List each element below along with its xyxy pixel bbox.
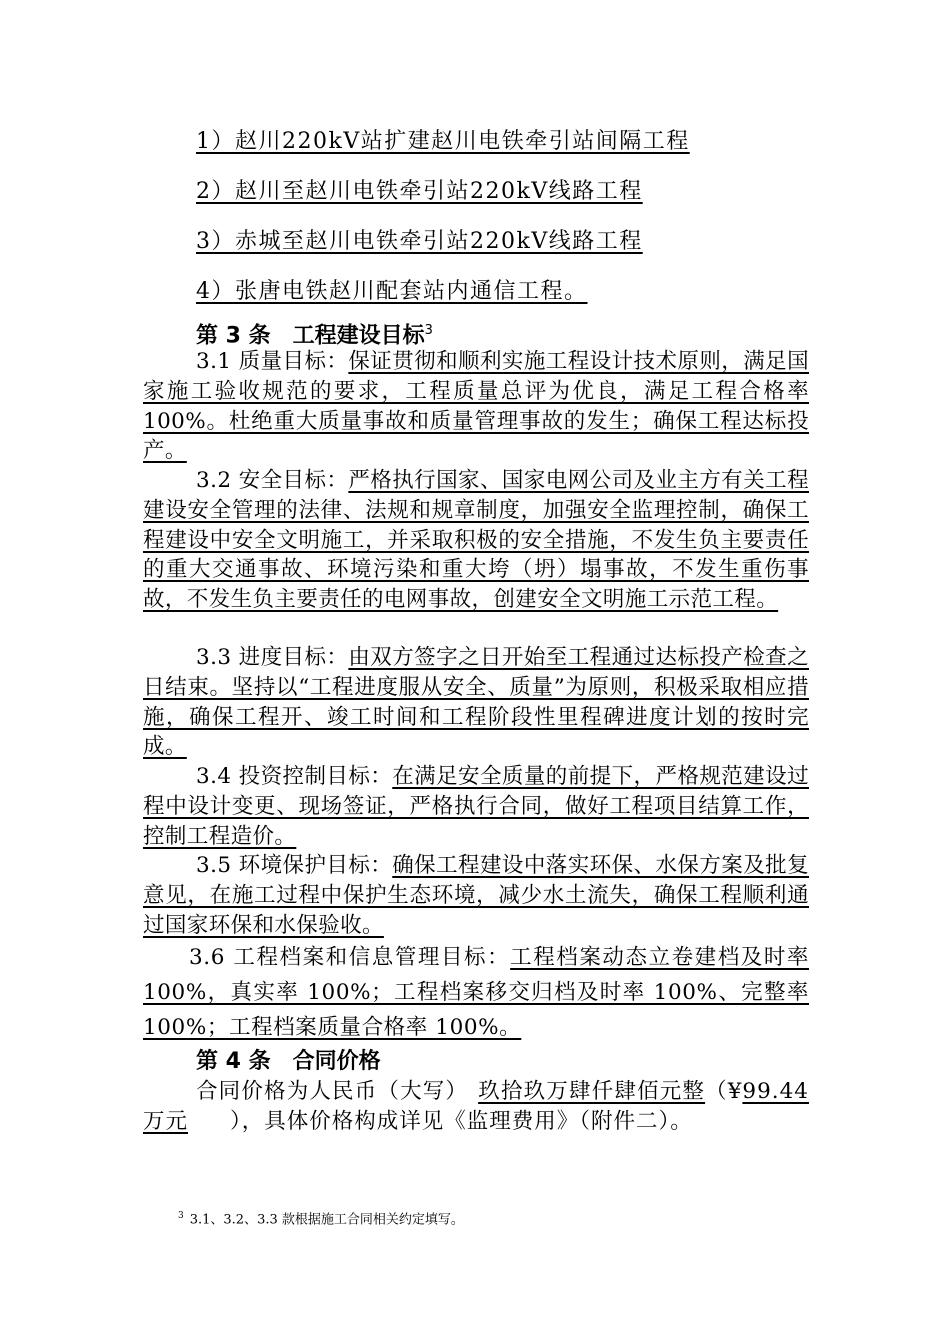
footnote <box>178 1207 464 1229</box>
footnote-mark: 3 <box>178 1211 184 1221</box>
archive-goal-paragraph <box>143 940 809 1045</box>
quality-goal-label: 3.1 质量目标： <box>196 349 349 374</box>
investment-goal-text: 在满足安全质量的前提下，严格规范建设过程中设计变更、现场签证，严格执行合同，做好工程项目结算工作，控制工程造价。 <box>143 764 809 849</box>
price-open: （¥ <box>705 1079 743 1104</box>
investment-goal-paragraph <box>143 762 809 851</box>
schedule-goal-text: 由双方签字之日开始至工程通过达标投产检查之日结束。坚持以“工程进度服从安全、质量”为原则，积极采取相应措施，确保工程开、竣工时间和工程阶段性里程碑进度计划的按时完成。 <box>143 645 809 760</box>
scope-item-4: 4）张唐电铁赵川配套站内通信工程。 <box>196 279 588 304</box>
safety-goal-label: 3.2 安全目标： <box>196 468 349 493</box>
environment-goal-text: 确保工程建设中落实环保、水保方案及批复意见，在施工过程中保护生态环境，减少水土流失，确保工程顺利通过国家环保和水保验收。 <box>143 853 809 938</box>
article-3-title: 第 3 条 工程建设目标 <box>196 323 425 349</box>
price-number: 99.44 万元 <box>143 1079 809 1134</box>
footnote-text: 3.1、3.2、3.3 款根据施工合同相关约定填写。 <box>189 1212 464 1228</box>
quality-goal-paragraph <box>143 347 809 466</box>
environment-goal-label: 3.5 环境保护目标： <box>196 853 393 878</box>
schedule-goal-paragraph <box>143 643 809 762</box>
quality-goal-text: 保证贯彻和顺利实施工程设计技术原则，满足国家施工验收规范的要求，工程质量总评为优良，满足工程合格率 100%。杜绝重大质量事故和质量管理事故的发生；确保工程达标投产。 <box>143 349 809 464</box>
investment-goal-label: 3.4 投资控制目标： <box>196 764 393 789</box>
article-4-heading <box>196 1047 381 1077</box>
scope-item-3: 3）赤城至赵川电铁牵引站220kV线路工程 <box>196 229 643 254</box>
safety-goal-paragraph <box>143 466 809 615</box>
footnote-ref: 3 <box>424 323 433 338</box>
environment-goal-paragraph <box>143 851 809 940</box>
price-in-words: 玖拾玖万肆仟肆佰元整 <box>478 1079 706 1104</box>
scope-item-2: 2）赵川至赵川电铁牵引站220kV线路工程 <box>196 179 643 204</box>
price-suffix: ），具体价格构成详见《监理费用》（附件二）。 <box>230 1108 693 1134</box>
article-4-title: 第 4 条 合同价格 <box>196 1049 381 1074</box>
archive-goal-label: 3.6 工程档案和信息管理目标： <box>189 945 511 970</box>
contract-price-paragraph <box>143 1077 809 1137</box>
price-prefix: 合同价格为人民币（大写） <box>196 1079 469 1104</box>
schedule-goal-label: 3.3 进度目标： <box>196 645 349 670</box>
scope-item-1: 1）赵川220kV站扩建赵川电铁牵引站间隔工程 <box>196 129 690 154</box>
archive-goal-text: 工程档案动态立卷建档及时率 100%，真实率 100%；工程档案移交归档及时率 100%、完整率 100%；工程档案质量合格率 100%。 <box>143 945 809 1040</box>
safety-goal-text: 严格执行国家、国家电网公司及业主方有关工程建设安全管理的法律、法规和规章制度，加强安全监理控制，确保工程建设中安全文明施工，并采取积极的安全措施，不发生负主要责任的重大交通事故、环境污染和重大垮（坍）塌事故，不发生重伤事故，不发生负主要责任的电网事故，创建安全文明施工示范工程。 <box>143 468 809 613</box>
